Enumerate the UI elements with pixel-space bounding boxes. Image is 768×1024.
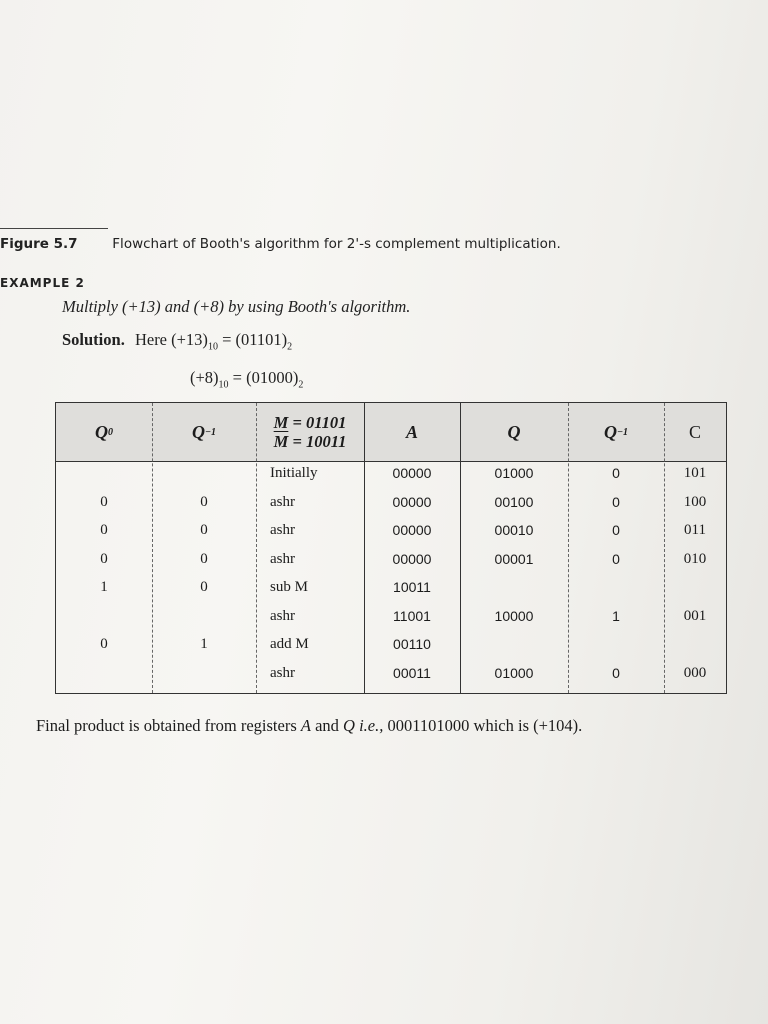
cell-q0: 0 [100,550,108,567]
cell-a: 00000 [392,522,432,538]
header-q0-sub: 0 [108,426,113,438]
eq2-base2: 2 [298,379,304,391]
header-multiplicand [256,403,364,461]
final-ie: i.e., [354,716,388,735]
header-qm1-sub: −1 [204,426,217,438]
cell-a: 11001 [393,607,431,624]
header-qm1b-letter: Q [603,421,617,442]
cell-c: 100 [683,493,707,510]
cell-c: 000 [683,664,707,681]
cell-qm1b: 0 [612,550,620,567]
cell-op: ashr [270,522,295,538]
register-q: Q [343,716,355,735]
cell-a: 00000 [392,550,432,567]
cell-q0: 1 [100,579,108,595]
equation-line-2 [190,368,303,390]
cell-qm1: 0 [200,579,208,595]
cell-op: ashr [270,550,295,567]
cell-qm1: 0 [200,550,208,567]
header-q-minus-1-right [568,403,664,461]
eq2-base: 10 [218,379,229,391]
header-c: C [688,421,701,442]
cell-q: 00001 [494,550,534,567]
cell-c: 010 [683,550,707,567]
header-q0-letter: Q [95,421,108,442]
booth-algorithm-table [55,402,727,694]
figure-label: Figure 5.7 [0,236,78,252]
cell-qm1b: 0 [612,493,620,510]
cell-qm1b: 0 [612,465,620,481]
header-m-line: M = 01101 [273,413,347,432]
product-value: 0001101000 [387,716,470,735]
cell-op: add M [270,636,309,652]
cell-c: 001 [683,607,707,624]
cell-a: 00011 [393,664,431,681]
eq1-base: 10 [207,341,218,353]
eq1-prefix: Here (+13) [134,330,208,349]
final-result [36,716,582,736]
register-a: A [300,716,311,735]
cell-op: ashr [270,664,295,681]
cell-q: 01000 [494,664,534,681]
cell-q: 01000 [494,465,534,481]
header-qm1-letter: Q [191,421,205,442]
cell-q0: 0 [100,636,108,652]
final-and: and [310,716,344,735]
cell-op: sub M [270,579,308,595]
cell-q0: 0 [100,522,108,538]
problem-statement: Multiply (+13) and (+8) by using Booth's algorithm. [62,297,411,316]
header-a: A [405,421,418,442]
eq1-base2: 2 [287,341,293,353]
cell-c: 101 [683,465,707,481]
cell-qm1b: 0 [612,522,620,538]
cell-a: 00110 [393,636,431,652]
cell-qm1: 1 [200,636,208,652]
cell-qm1: 0 [200,493,208,510]
cell-op: Initially [270,465,318,481]
final-text: Final product is obtained from registers [36,716,301,735]
header-q0 [56,403,152,461]
solution-label: Solution. [62,330,125,349]
cell-op: ashr [270,607,295,624]
figure-caption [0,236,760,252]
header-mbar-line [274,432,347,451]
example-label: EXAMPLE 2 [0,276,85,290]
cell-q: 10000 [494,607,534,624]
cell-q: 00010 [494,522,534,538]
header-qm1b-sub: −1 [616,426,629,438]
figure-caption-text: Flowchart of Booth's algorithm for 2'-s complement multiplication. [112,236,561,252]
eq1-value: = (01101) [217,330,288,349]
cell-op: ashr [270,493,295,510]
section-divider [0,228,108,229]
cell-qm1: 0 [200,522,208,538]
solution-line [62,330,292,352]
cell-q: 00100 [494,493,534,510]
cell-a: 10011 [393,579,431,595]
eq2-prefix: (+8) [190,368,219,387]
cell-qm1b: 0 [612,664,620,681]
eq2-value: = (01000) [228,368,299,387]
header-mbar-value: = 10011 [288,432,347,451]
header-q: Q [507,421,521,442]
cell-a: 00000 [392,465,432,481]
final-decimal: which is (+104). [469,716,583,735]
header-q-minus-1 [152,403,256,461]
header-mbar-letter: $\overline{M}$ [273,432,289,451]
cell-q0: 0 [100,493,108,510]
cell-c: 011 [684,522,706,538]
cell-qm1b: 1 [612,607,620,624]
cell-a: 00000 [392,493,432,510]
